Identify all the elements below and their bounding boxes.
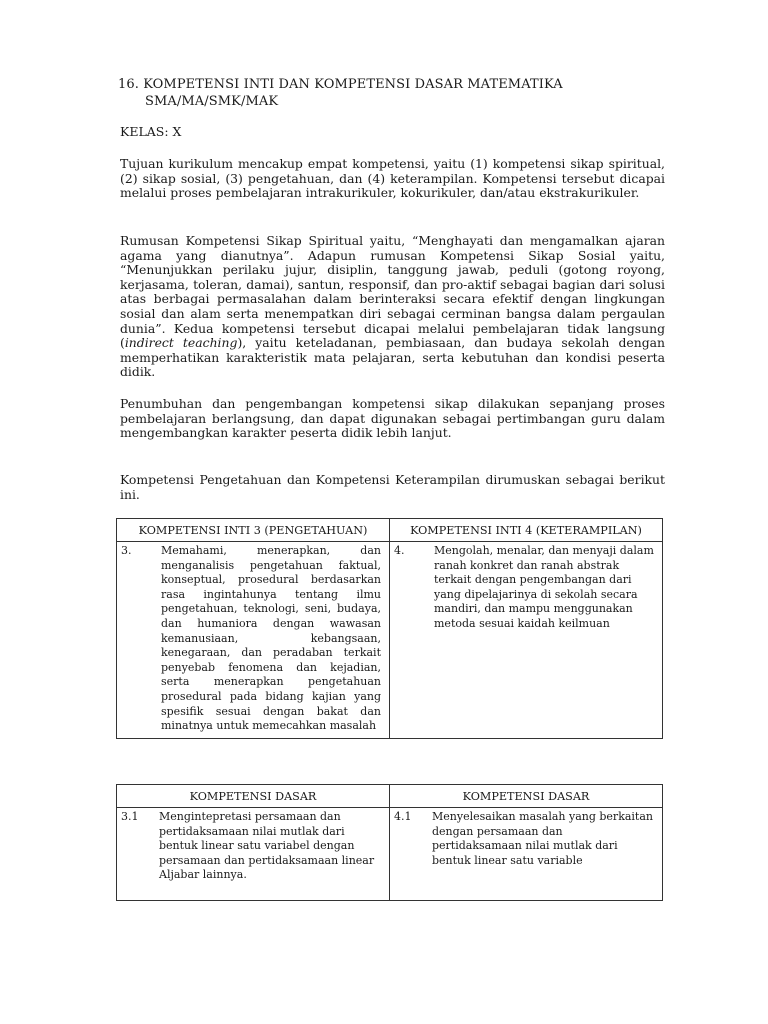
item-number: 4. [394,544,405,557]
basic-competence-table [116,784,663,901]
paragraph-development: Penumbuhan dan pengembangan kompetensi sikap dilakukan sepanjang proses pembelajaran berlangsung, dan dapat digunakan sebagai pertimbangan guru dalam mengembangkan karakter peserta didik lebih lanjut. [120,396,665,441]
table-header-kd-left: KOMPETENSI DASAR [117,785,390,808]
item-text: Mengolah, menalar, dan menyaji dalam ranah konkret dan ranah abstrak terkait dengan pengembangan dari yang dipelajarinya di sekolah secara mandiri, dan mampu menggunakan metoda sesuai kaidah keilmuan [434,544,654,630]
paragraph-intro-tables: Kompetensi Pengetahuan dan Kompetensi Keterampilan dirumuskan sebagai berikut ini. [120,472,665,502]
item-text: Memahami, menerapkan, dan menganalisis pengetahuan faktual, konseptual, prosedural berdasarkan rasa ingintahunya tentang ilmu pengetahuan, teknologi, seni, budaya, dan humaniora dengan wawasan kemanusiaan, kebangsaan, kenegaraan, dan peradaban terkait penyebab fenomena dan kejadian, serta menerapkan pengetahuan prosedural pada bidang kajian yang spesifik sesuai dengan bakat dan minatnya untuk memecahkan masalah [161,544,381,733]
item-text: Menyelesaikan masalah yang berkaitan dengan persamaan dan pertidaksamaan nilai mutlak dari bentuk linear satu variable [432,810,653,867]
item-number: 3.1 [121,810,139,823]
item-text: Mengintepretasi persamaan dan pertidaksamaan nilai mutlak dari bentuk linear satu variabel dengan persamaan dan pertidaksamaan linear Aljabar lainnya. [159,810,375,882]
paragraph-objectives: Tujuan kurikulum mencakup empat kompetensi, yaitu (1) kompetensi sikap spiritual, (2) sikap sosial, (3) pengetahuan, dan (4) keterampilan. Kompetensi tersebut dicapai melalui proses pembelajaran intrakurikuler, kokurikuler, dan/atau ekstrakurikuler. [120,156,665,201]
paragraph-attitude-competence [120,234,665,380]
table-header-ki4: KOMPETENSI INTI 4 (KETERAMPILAN) [390,519,663,542]
table-header-ki3: KOMPETENSI INTI 3 (PENGETAHUAN) [117,519,390,542]
document-heading [118,76,563,110]
heading-line-2: SMA/MA/SMK/MAK [145,94,279,109]
paragraph-text: ), yaitu keteladanan, pembiasaan, dan budaya sekolah dengan memperhatikan karakteristik mata pelajaran, serta kebutuhan dan kondisi peserta didik. [120,335,665,380]
italic-term: indirect teaching [124,335,238,351]
paragraph-text: Rumusan Kompetensi Sikap Spiritual yaitu, “Menghayati dan mengamalkan ajaran agama yang dianutnya”. Adapun rumusan Kompetensi Sikap Sosial yaitu, “Menunjukkan perilaku jujur, disiplin, tanggung jawab, peduli (gotong royong, kerjasama, toleran, damai), santun, responsif, dan pro-aktif sebagai bagian dari solusi atas berbagai permasalahan dalam berinteraksi secara efektif dengan lingkungan sosial dan alam serta menempatkan diri sebagai cerminan bangsa dalam pergaulan dunia”. Kedua kompetensi tersebut dicapai melalui pembelajaran tidak langsung ( [120,233,665,351]
item-number: 3. [121,544,132,557]
table-cell-ki4 [390,542,663,739]
core-competence-table [116,518,663,739]
item-number: 4.1 [394,810,412,823]
table-header-kd-right: KOMPETENSI DASAR [390,785,663,808]
heading-line-1: 16. KOMPETENSI INTI DAN KOMPETENSI DASAR MATEMATIKA [118,77,563,92]
table-cell-kd-3-1 [117,808,390,901]
class-label: KELAS: X [120,124,182,139]
table-cell-ki3 [117,542,390,739]
table-cell-kd-4-1 [390,808,663,901]
